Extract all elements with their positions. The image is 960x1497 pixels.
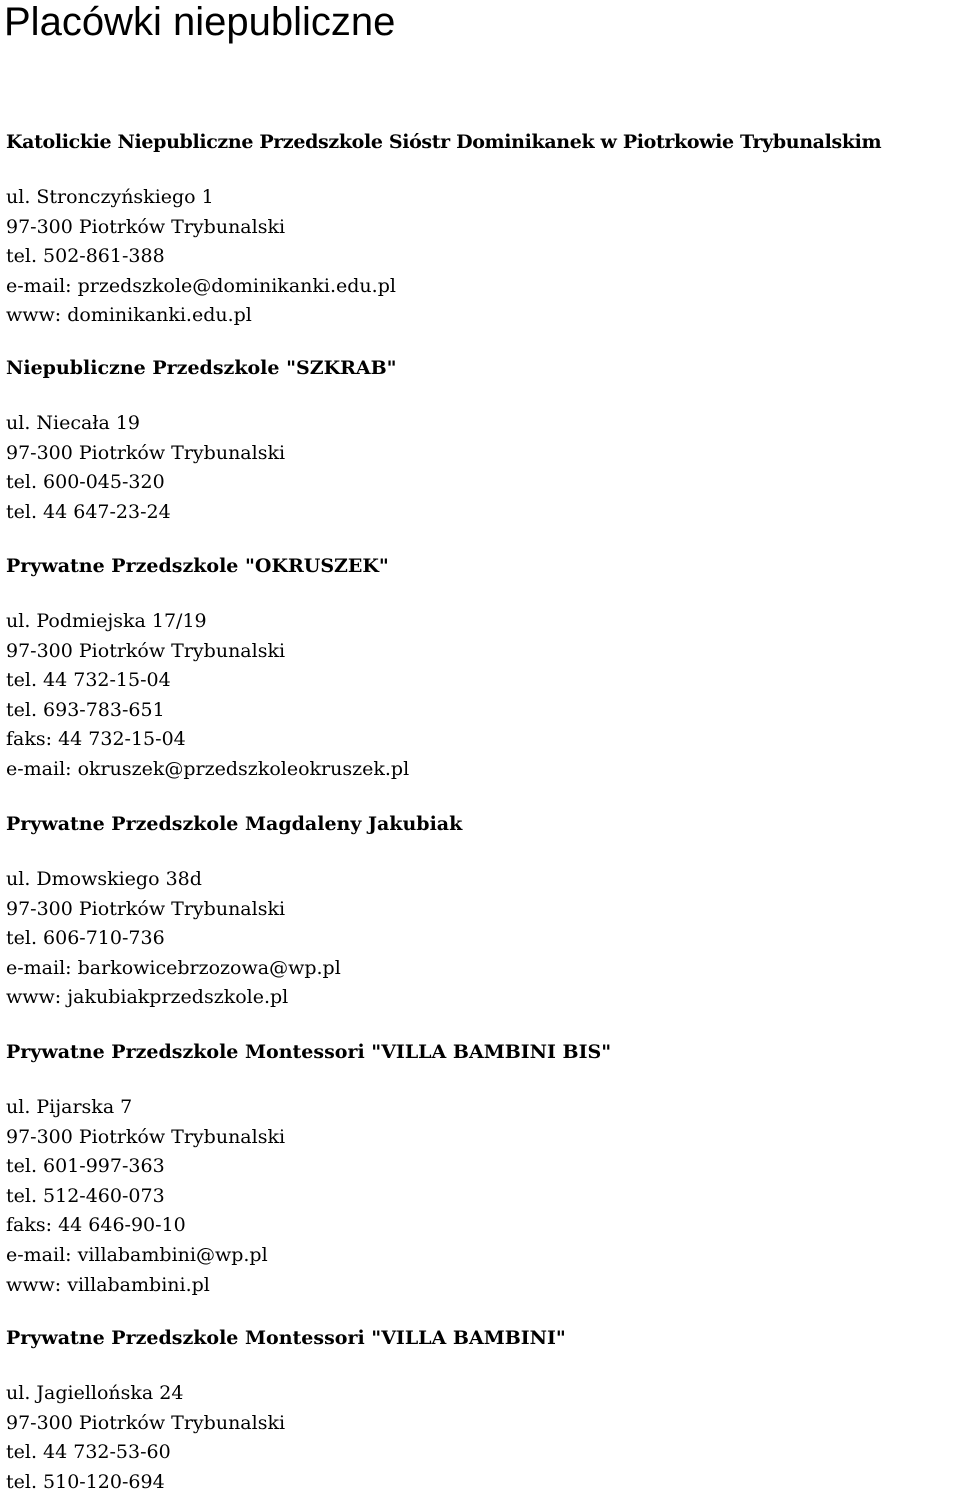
institution-details (6, 1093, 956, 1300)
institution-entry (6, 1326, 956, 1497)
institution-name: Prywatne Przedszkole Magdaleny Jakubiak (6, 813, 463, 835)
website-link[interactable]: www: dominikanki.edu.pl (6, 304, 252, 327)
email-link[interactable]: e-mail: przedszkole@dominikanki.edu.pl (6, 274, 396, 297)
address-city: 97-300 Piotrków Trybunalski (6, 215, 286, 238)
phone-line: tel. 512-460-073 (6, 1184, 165, 1207)
institution-details (6, 183, 956, 331)
phone-line: tel. 510-120-694 (6, 1470, 165, 1493)
address-city: 97-300 Piotrków Trybunalski (6, 897, 286, 920)
address-city: 97-300 Piotrków Trybunalski (6, 441, 286, 464)
phone-line: tel. 44 732-15-04 (6, 669, 171, 692)
phone-line: tel. 601-997-363 (6, 1155, 165, 1178)
phone-line: tel. 693-783-651 (6, 698, 165, 721)
institution-name: Katolickie Niepubliczne Przedszkole Sióstr Dominikanek w Piotrkowie Trybunalskim (6, 131, 882, 153)
institution-entry (6, 356, 956, 527)
phone-line: tel. 502-861-388 (6, 245, 165, 268)
address-street: ul. Dmowskiego 38d (6, 868, 202, 890)
address-street: ul. Pijarska 7 (6, 1096, 133, 1118)
phone-line: tel. 44 647-23-24 (6, 500, 171, 523)
fax-line: faks: 44 646-90-10 (6, 1214, 186, 1237)
website-link[interactable]: www: jakubiakprzedszkole.pl (6, 986, 289, 1009)
address-street: ul. Jagiellońska 24 (6, 1382, 184, 1404)
address-street: ul. Niecała 19 (6, 412, 141, 434)
phone-line: tel. 606-710-736 (6, 927, 165, 950)
institution-name: Prywatne Przedszkole "OKRUSZEK" (6, 555, 389, 577)
institution-entry (6, 130, 956, 331)
address-city: 97-300 Piotrków Trybunalski (6, 1125, 286, 1148)
institution-name: Prywatne Przedszkole Montessori "VILLA BAMBINI" (6, 1327, 566, 1349)
email-link[interactable]: e-mail: okruszek@przedszkoleokruszek.pl (6, 757, 410, 780)
email-link[interactable]: e-mail: villabambini@wp.pl (6, 1243, 268, 1266)
institution-details (6, 865, 956, 1013)
fax-line: faks: 44 732-15-04 (6, 728, 186, 751)
institution-name: Niepubliczne Przedszkole "SZKRAB" (6, 357, 397, 379)
institution-entry (6, 1040, 956, 1300)
institution-details (6, 409, 956, 527)
address-city: 97-300 Piotrków Trybunalski (6, 639, 286, 662)
address-city: 97-300 Piotrków Trybunalski (6, 1411, 286, 1434)
institution-entry (6, 812, 956, 1013)
institution-details (6, 607, 956, 785)
institution-entry (6, 554, 956, 785)
institution-name: Prywatne Przedszkole Montessori "VILLA BAMBINI BIS" (6, 1041, 612, 1063)
phone-line: tel. 600-045-320 (6, 471, 165, 494)
address-street: ul. Stronczyńskiego 1 (6, 186, 214, 208)
page-title: Placówki niepubliczne (4, 0, 396, 44)
email-link[interactable]: e-mail: barkowicebrzozowa@wp.pl (6, 956, 341, 979)
address-street: ul. Podmiejska 17/19 (6, 610, 207, 632)
phone-line: tel. 44 732-53-60 (6, 1441, 171, 1464)
institution-details (6, 1379, 956, 1497)
website-link[interactable]: www: villabambini.pl (6, 1273, 210, 1296)
